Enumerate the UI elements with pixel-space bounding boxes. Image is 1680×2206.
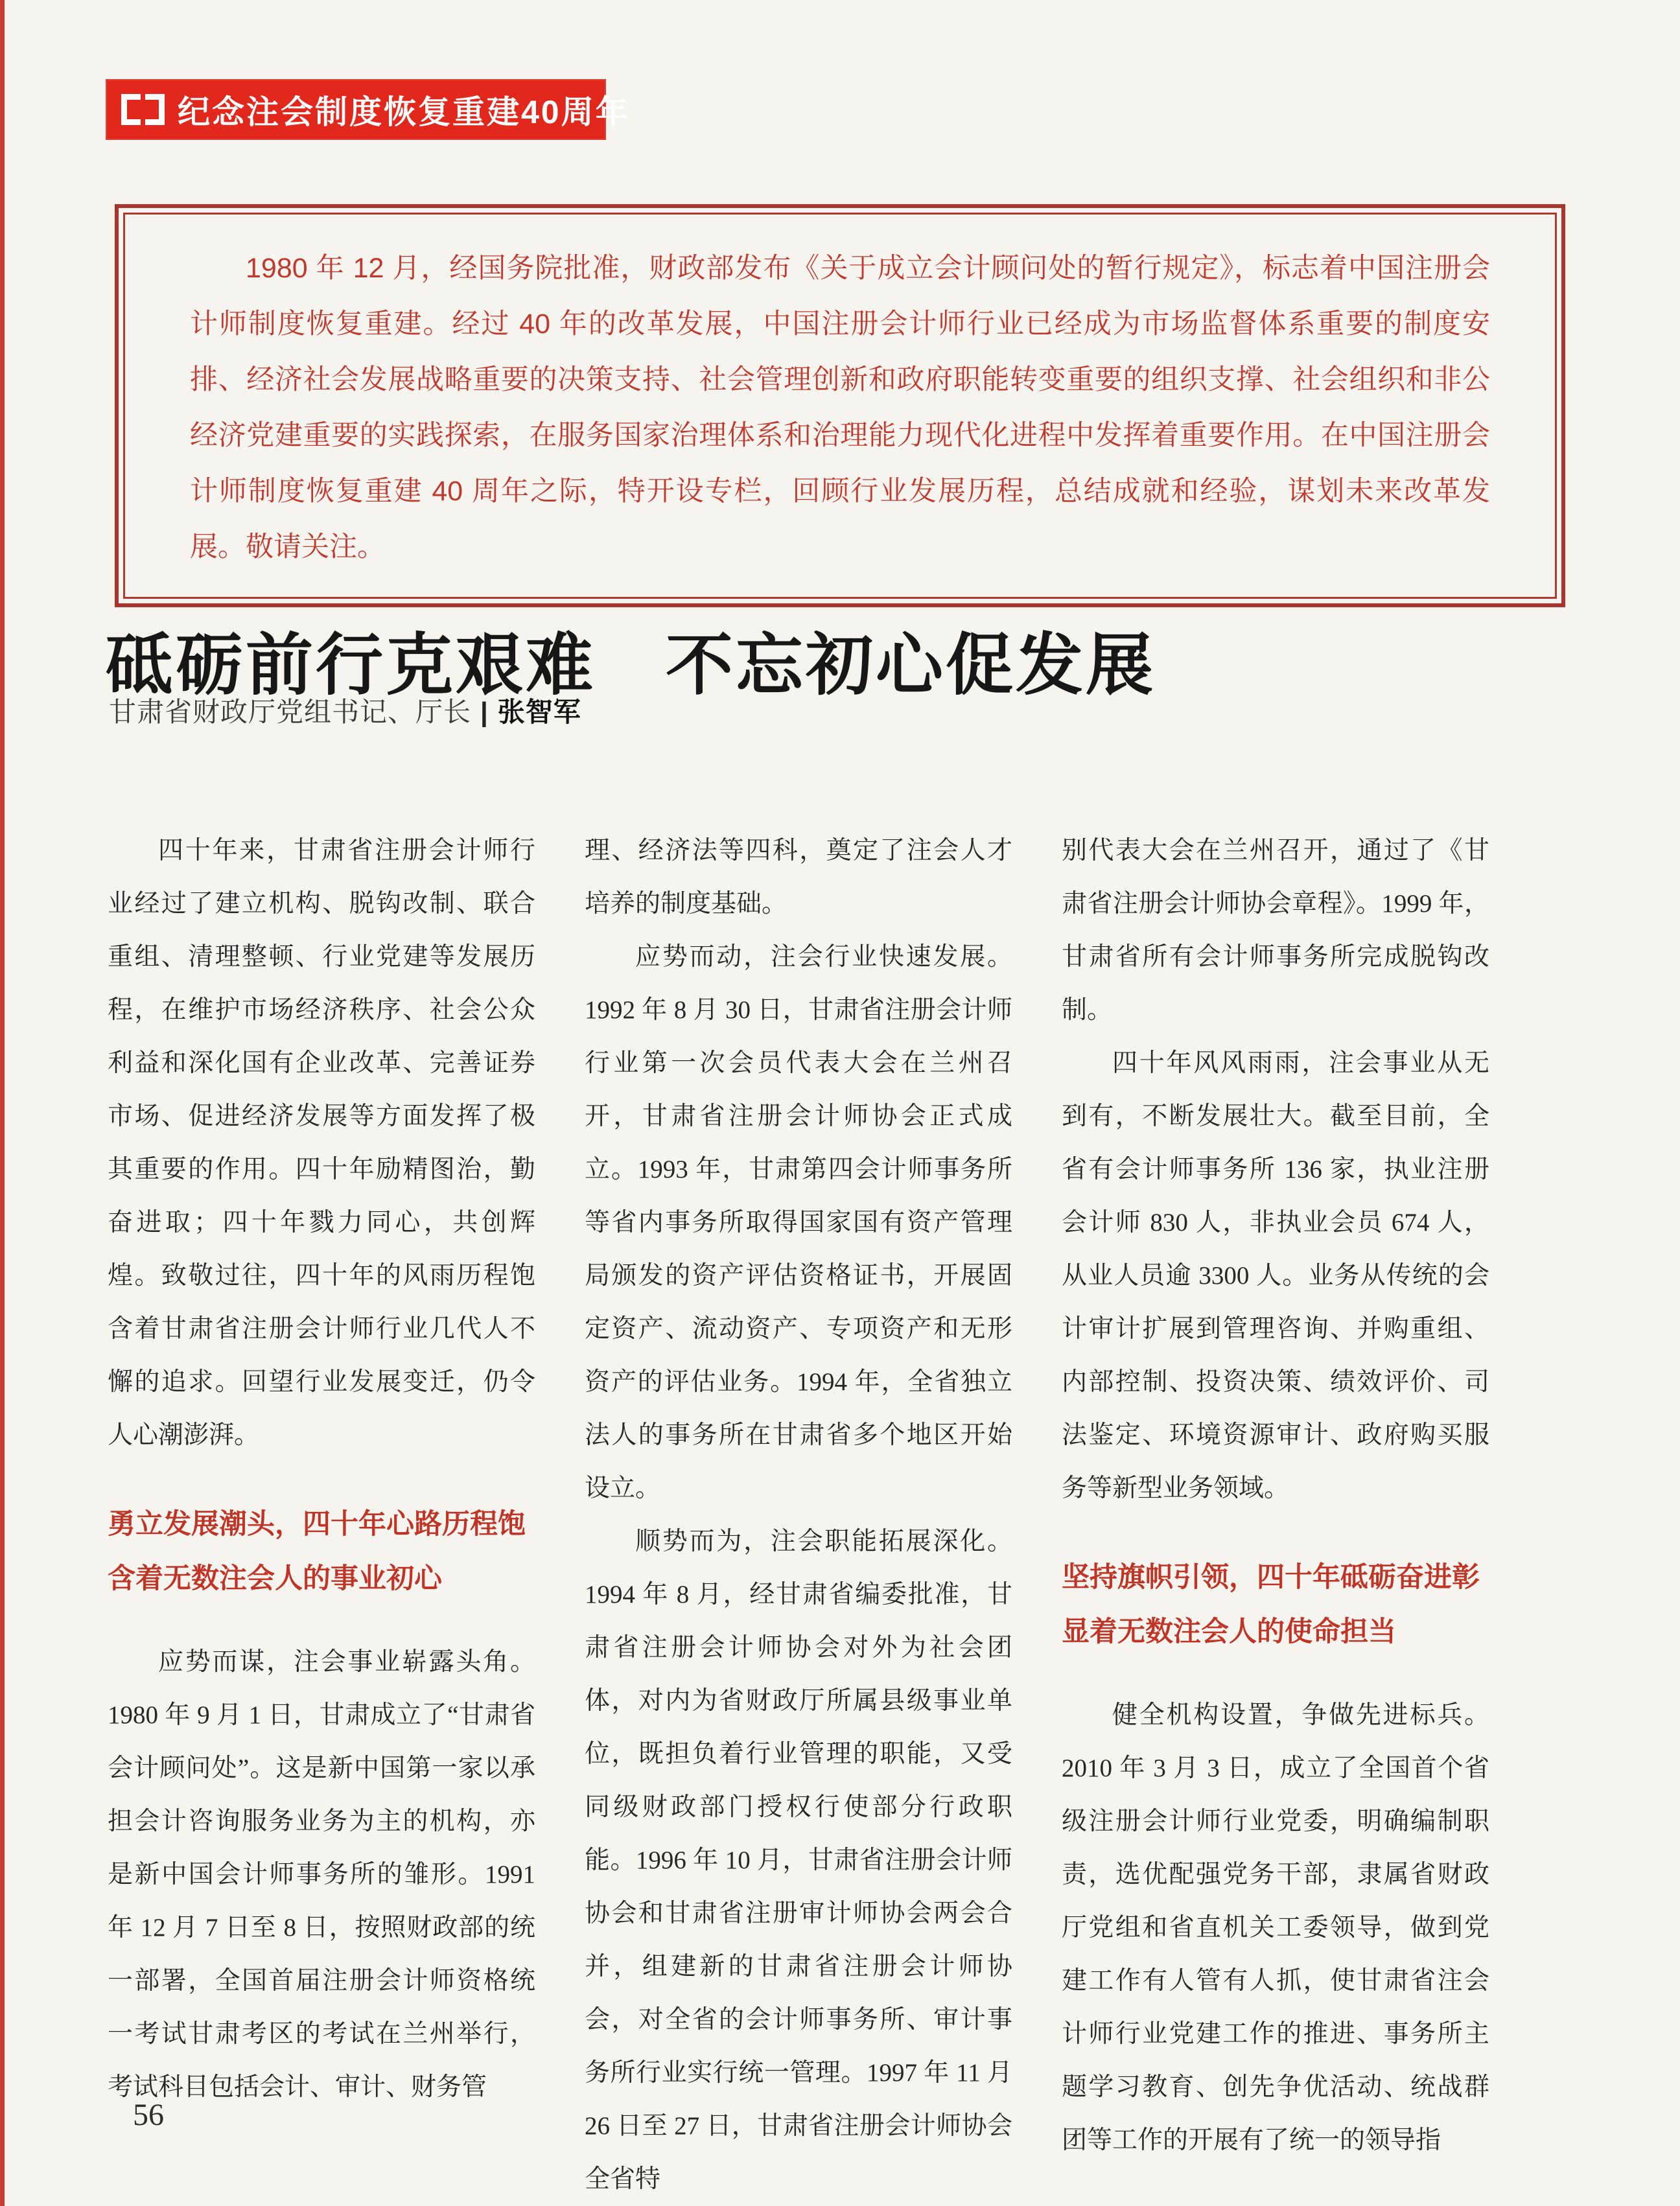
- article-body: [108, 824, 1489, 2206]
- paragraph: 四十年来，甘肃省注册会计师行业经过了建立机构、脱钩改制、联合重组、清理整顿、行业党建等发展历程，在维护市场经济秩序、社会公众利益和深化国有企业改革、完善证券市场、促进经济发展等方面发挥了极其重要的作用。四十年励精图治，勤奋进取；四十年戮力同心，共创辉煌。致敬过往，四十年的风雨历程饱含着甘肃省注册会计师行业几代人不懈的追求。回望行业发展变迁，仍令人心潮澎湃。: [108, 837, 535, 1449]
- editor-note-text: 1980 年 12 月，经国务院批准，财政部发布《关于成立会计顾问处的暂行规定》，标志着中国注册会计师制度恢复重建。经过 40 年的改革发展，中国注册会计师行业已经成为市场监督体系重要的制度安排、经济社会发展战略重要的决策支持、社会管理创新和政府职能转变重要的组织支撑、社会组织和非公经济党建重要的实践探索，在服务国家治理体系和治理能力现代化进程中发挥着重要作用。在中国注册会计师制度恢复重建 40 周年之际，特开设专栏，回顾行业发展历程，总结成就和经验，谋划未来改革发展。敬请关注。: [123, 213, 1557, 599]
- logo-bracket-right: [145, 94, 165, 125]
- section-banner-label: 纪念注会制度恢复重建40周年: [178, 94, 630, 130]
- page-number: 56: [133, 2098, 164, 2132]
- byline-author-name: 张智军: [497, 697, 581, 727]
- journal-logo-icon: [121, 94, 165, 125]
- section-subheading: 勇立发展潮头，四十年心路历程饱含着无数注会人的事业初心: [108, 1509, 526, 1594]
- editor-note-box: [115, 204, 1565, 607]
- paragraph: 健全机构设置，争做先进标兵。2010 年 3 月 3 日，成立了全国首个省级注册会计师行业党委，明确编制职责，选优配强党务干部，隶属省财政厅党组和省直机关工委领导，做到党建工作有人管有人抓，使甘肃省注会计师行业党建工作的推进、事务所主题学习教育、创先争优活动、统战群团等工作的开展有了统一的领导指: [1062, 1701, 1489, 2154]
- byline-role: 甘肃省财政厅党组书记、厅长: [109, 697, 472, 727]
- byline: [109, 691, 581, 730]
- paragraph: 四十年风风雨雨，注会事业从无到有，不断发展壮大。截至目前，全省有会计师事务所 136 家，执业注册会计师 830 人，非执业会员 674 人，从业人员逾 3300 人。业务从传统的会计审计扩展到管理咨询、并购重组、内部控制、投资决策、绩效评价、司法鉴定、环境资源审计、政府购买服务等新型业务领域。: [1062, 1049, 1489, 1502]
- byline-separator: |: [480, 697, 489, 727]
- section-banner: [106, 79, 630, 140]
- paragraph: 应势而谋，注会事业崭露头角。1980 年 9 月 1 日，甘肃成立了“甘肃省会计顾问处”。这是新中国第一家以承担会计咨询服务业务为主的机构，亦是新中国会计师事务所的雏形。1991 年 12 月 7 日至 8 日，按照财政部的统一部署，全国首届注册会计师资格统一考试甘肃考区的考试在兰州举行，考试科目包括会计、审计、财务管: [108, 1648, 535, 2101]
- article-title: 砥砺前行克艰难 不忘初心促发展: [106, 627, 1156, 703]
- body-column-3: [1062, 824, 1489, 2206]
- paragraph: 顺势而为，注会职能拓展深化。1994 年 8 月，经甘肃省编委批准，甘肃省注册会计师协会对外为社会团体，对内为省财政厅所属县级事业单位，既担负着行业管理的职能，又受同级财政部门授权行使部分行政职能。1996 年 10 月，甘肃省注册会计师协会和甘肃省注册审计师协会两会合并，组建新的甘肃省注册会计师协会，对全省的会计师事务所、审计事务所行业实行统一管理。1997 年 11 月 26 日至 27 日，甘肃省注册会计师协会全省特: [585, 1527, 1012, 2193]
- scan-edge-line: [0, 0, 5, 2206]
- paragraph-continued: 别代表大会在兰州召开，通过了《甘肃省注册会计师协会章程》。1999 年，甘肃省所有会计师事务所完成脱钩改制。: [1062, 837, 1489, 1024]
- section-subheading: 坚持旗帜引领，四十年砥砺奋进彰显着无数注会人的使命担当: [1062, 1562, 1480, 1647]
- paragraph-continued: 理、经济法等四科，奠定了注会人才培养的制度基础。: [585, 837, 1012, 918]
- logo-bracket-left: [121, 94, 141, 125]
- paragraph: 应势而动，注会行业快速发展。1992 年 8 月 30 日，甘肃省注册会计师行业第一次会员代表大会在兰州召开，甘肃省注册会计师协会正式成立。1993 年，甘肃第四会计师事务所等省内事务所取得国家国有资产管理局颁发的资产评估资格证书，开展固定资产、流动资产、专项资产和无形资产的评估业务。1994 年，全省独立法人的事务所在甘肃省多个地区开始设立。: [585, 943, 1012, 1502]
- body-column-2: [585, 824, 1012, 2206]
- body-column-1: [108, 824, 535, 2206]
